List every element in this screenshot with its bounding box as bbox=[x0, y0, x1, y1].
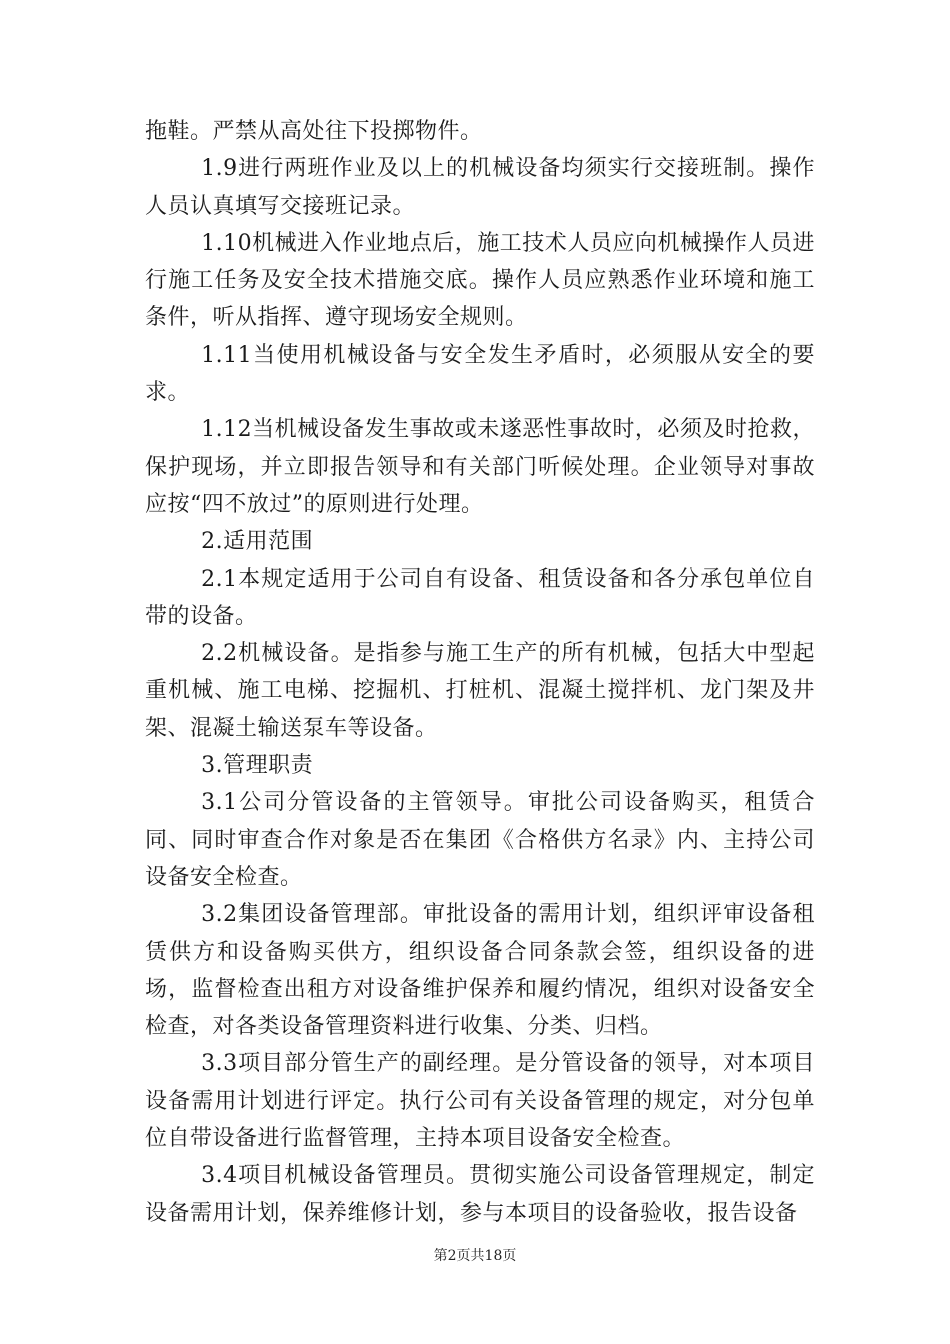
paragraph-1-10: 1.10机械进入作业地点后，施工技术人员应向机械操作人员进行施工任务及安全技术措施交底。操作人员应熟悉作业环境和施工条件，听从指挥、遵守现场安全规则。 bbox=[145, 230, 815, 331]
paragraph-2-2: 2.2机械设备。是指参与施工生产的所有机械，包括大中型起重机械、施工电梯、挖掘机、打桩机、混凝土搅拌机、龙门架及井架、混凝土输送泵车等设备。 bbox=[145, 641, 815, 741]
paragraph-2-1: 2.1本规定适用于公司自有设备、租赁设备和各分承包单位自带的设备。 bbox=[145, 566, 815, 629]
paragraph-continuation: 拖鞋。严禁从高处往下投掷物件。 bbox=[145, 119, 483, 144]
paragraph-1-12: 1.12当机械设备发生事故或未遂恶性事故时，必须及时抢救，保护现场，并立即报告领导和有关部门听候处理。企业领导对事故应按“四不放过”的原则进行处理。 bbox=[145, 417, 815, 517]
section-heading-responsibilities: 3.管理职责 bbox=[201, 753, 314, 779]
document-body bbox=[145, 113, 815, 1232]
paragraph-3-1: 3.1公司分管设备的主管领导。审批公司设备购买，租赁合同、同时审查合作对象是否在集团《合格供方名录》内、主持公司设备安全检查。 bbox=[145, 790, 815, 890]
paragraph-3-2: 3.2集团设备管理部。审批设备的需用计划，组织评审设备租赁供方和设备购买供方，组织设备合同条款会签，组织设备的进场，监督检查出租方对设备维护保养和履约情况，组织对设备安全检查，对各类设备管理资料进行收集、分类、归档。 bbox=[145, 902, 815, 1040]
paragraph-3-4: 3.4项目机械设备管理员。贯彻实施公司设备管理规定，制定设备需用计划，保养维修计划，参与本项目的设备验收，报告设备 bbox=[145, 1163, 815, 1226]
paragraph-1-11: 1.11当使用机械设备与安全发生矛盾时，必须服从安全的要求。 bbox=[145, 342, 815, 406]
section-heading-scope: 2.适用范围 bbox=[201, 529, 314, 555]
paragraph-1-9: 1.9进行两班作业及以上的机械设备均须实行交接班制。操作人员认真填写交接班记录。 bbox=[145, 156, 815, 219]
page-number: 第2页共18页 bbox=[433, 1248, 517, 1264]
paragraph-3-3: 3.3项目部分管生产的副经理。是分管设备的领导，对本项目设备需用计划进行评定。执行公司有关设备管理的规定，对分包单位自带设备进行监督管理，主持本项目设备安全检查。 bbox=[145, 1051, 815, 1152]
